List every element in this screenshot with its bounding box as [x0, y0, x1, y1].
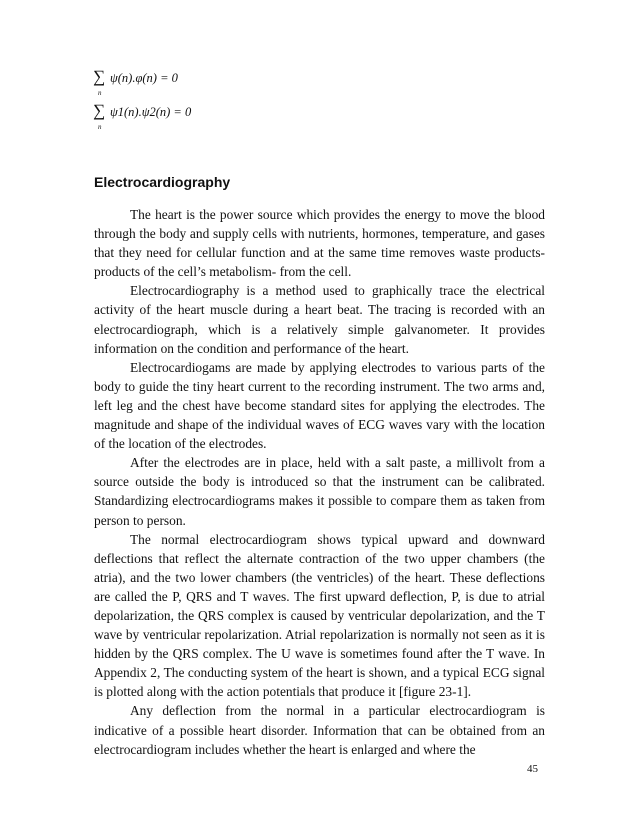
equation-expression: ψ(n).φ(n) = 0 [110, 71, 178, 85]
paragraph: The heart is the power source which provides the energy to move the blood through the body and supply cells with nutrients, hormones, temperature, and gases that they need for cellular function and at the same time removes waste products- products of the cell’s metabolism- from the cell. [94, 207, 545, 280]
summation-index: n [98, 123, 102, 131]
paragraph: After the electrodes are in place, held with a salt paste, a millivolt from a source outside the body is introduced so that the instrument can be calibrated. Standardizing electrocardiograms makes it possible to compare them as taken from person to person. [94, 455, 545, 528]
body-text [94, 205, 545, 759]
summation-symbol: ∑ [93, 67, 106, 86]
paragraph: Electrocardiography is a method used to graphically trace the electrical activity of the heart muscle during a heart beat. The tracing is recorded with an electrocardiograph, which is a relatively simple galvanometer. It provides information on the condition and performance of the heart. [94, 283, 545, 356]
paragraph: The normal electrocardiogram shows typical upward and downward deflections that reflect the alternate contraction of the two upper chambers (the atria), and the two lower chambers (the ventricles) of the heart. These deflections are called the P, QRS and T waves. The first upward deflection, P, is due to atrial depolarization, the QRS complex is caused by ventricular depolarization, and the T wave by ventricular repolarization. Atrial repolarization is normally not seen as it is hidden by the QRS complex. The U wave is sometimes found after the T wave. In Appendix 2, The conducting system of the heart is shown, and a typical ECG signal is plotted along with the action potentials that produce it [figure 23-1]. [94, 531, 545, 700]
paragraph: Electrocardiogams are made by applying electrodes to various parts of the body to guide the tiny heart current to the recording instrument. The two arms and, left leg and the chest have become standard sites for applying the electrodes. The magnitude and shape of the individual waves of ECG waves vary with the location of the location of the electrodes. [94, 359, 545, 452]
page-number: 45 [527, 763, 538, 775]
summation-symbol: ∑ [93, 101, 106, 120]
section-heading: Electrocardiography [94, 174, 231, 190]
summation-index: n [98, 89, 102, 97]
equation-expression: ψ1(n).ψ2(n) = 0 [110, 105, 192, 119]
paragraph: Any deflection from the normal in a particular electrocardiogram is indicative of a possible heart disorder. Information that can be obtained from an electrocardiogram includes whether the heart is enlarged and where the [94, 703, 545, 757]
